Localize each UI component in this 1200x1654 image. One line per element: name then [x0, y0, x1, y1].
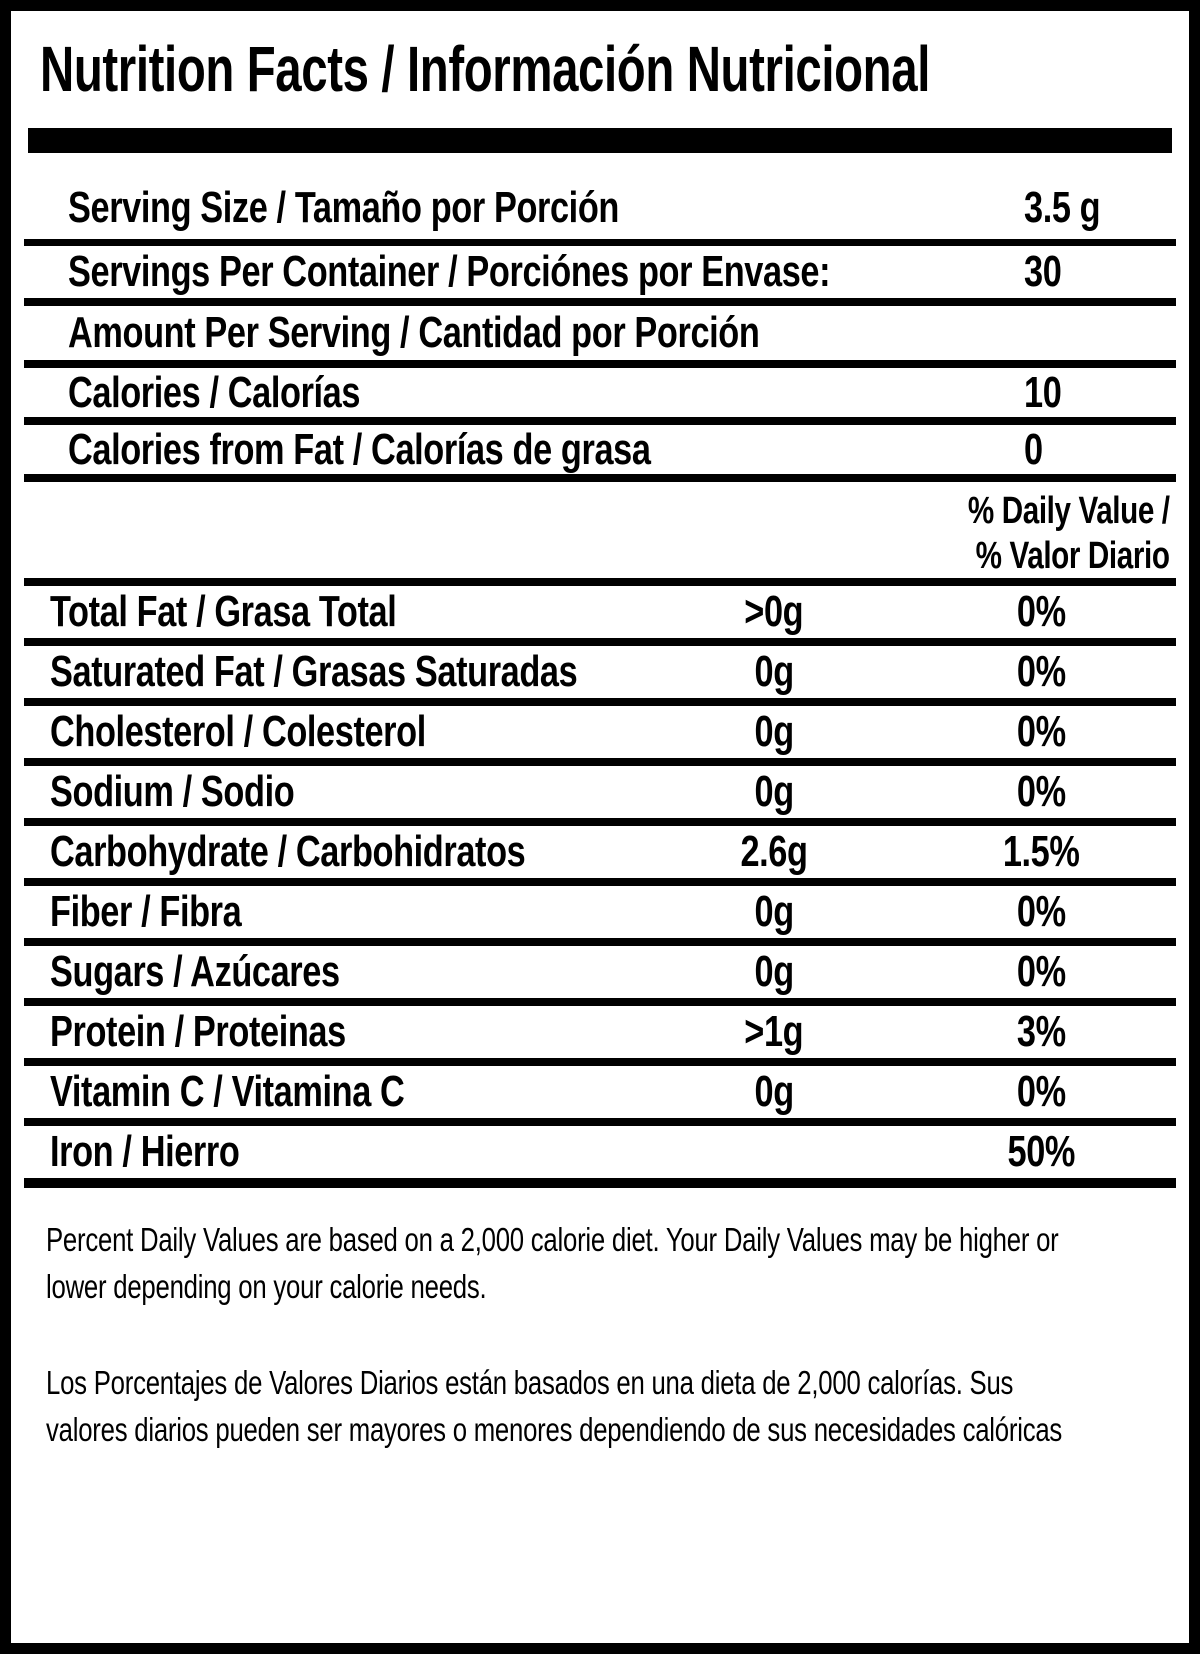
page-title [24, 33, 1176, 105]
calories-row [24, 368, 1176, 425]
nutrient-amount [674, 947, 874, 997]
row-label [24, 247, 1024, 297]
nutrient-label [24, 1067, 504, 1117]
nutrient-percent [944, 647, 1139, 697]
nutrient-amount-text: 2.6g [740, 827, 808, 876]
serving-size-row [24, 153, 1176, 246]
nutrient-percent [944, 827, 1139, 877]
nutrient-amount-text: 0g [754, 647, 794, 696]
nutrient-percent-text: 0% [1017, 887, 1066, 936]
nutrient-percent-text: 0% [1017, 647, 1066, 696]
nutrient-row-carbohydrate [24, 826, 1176, 886]
nutrient-amount [674, 767, 874, 817]
nutrient-percent-text: 1.5% [1003, 827, 1080, 876]
nutrient-percent [944, 707, 1139, 757]
footnotes-section [24, 1216, 1176, 1453]
nutrient-label-text: Protein / Proteinas [50, 1007, 346, 1056]
nutrient-label [24, 887, 295, 937]
nutrient-amount-text: 0g [754, 887, 794, 936]
nutrient-amount-text: 0g [754, 767, 794, 816]
row-value [1024, 247, 1176, 297]
calories-from-fat-row [24, 425, 1176, 482]
nutrient-percent-text: 0% [1017, 1067, 1066, 1116]
nutrient-amount-text: 0g [754, 1067, 794, 1116]
nutrient-percent-text: 3% [1017, 1007, 1066, 1056]
nutrient-label [24, 1127, 293, 1177]
nutrient-amount-text: >0g [744, 587, 804, 636]
nutrient-percent-text: 0% [1017, 707, 1066, 756]
nutrient-amount-text: >1g [744, 1007, 804, 1056]
footnote-spanish: Los Porcentajes de Valores Diarios están basados en una dieta de 2,000 calorías. Sus valores diarios pueden ser mayores o menores dependiendo de sus necesidades calóricas [46, 1364, 1063, 1448]
amount-per-serving-row [24, 306, 1176, 368]
nutrient-percent [944, 587, 1139, 637]
nutrient-amount [674, 827, 874, 877]
nutrient-label-text: Total Fat / Grasa Total [50, 587, 397, 636]
nutrient-percent [944, 887, 1139, 937]
nutrient-label-text: Carbohydrate / Carbohidratos [50, 827, 526, 876]
row-value [1024, 368, 1176, 418]
row-value [1024, 425, 1176, 475]
nutrient-label [24, 707, 532, 757]
title-divider-bar [28, 128, 1172, 153]
nutrient-label [24, 767, 363, 817]
row-label [24, 308, 1024, 358]
nutrient-row-total-fat [24, 586, 1176, 646]
row-value [1024, 183, 1176, 233]
nutrient-amount-text: 0g [754, 947, 794, 996]
nutrient-amount [674, 707, 874, 757]
nutrient-amount [674, 887, 874, 937]
page-title-text: Nutrition Facts / Información Nutricional [40, 33, 930, 105]
row-value-text: 3.5 g [1024, 183, 1101, 232]
nutrient-amount [674, 647, 874, 697]
nutrient-label-text: Sugars / Azúcares [50, 947, 340, 996]
row-label [24, 368, 1024, 418]
nutrient-amount [674, 1067, 874, 1117]
nutrient-percent [944, 1067, 1139, 1117]
row-value-text: 0 [1024, 424, 1043, 474]
nutrient-label-text: Saturated Fat / Grasas Saturadas [50, 647, 578, 696]
nutrient-label [24, 1007, 429, 1057]
nutrient-percent-text: 0% [1017, 947, 1066, 996]
nutrient-label-text: Cholesterol / Colesterol [50, 707, 426, 756]
nutrient-label-text: Fiber / Fibra [50, 887, 242, 936]
nutrient-label [24, 647, 726, 697]
nutrient-amount [674, 587, 874, 637]
nutrient-row-fiber [24, 886, 1176, 946]
nutrient-percent-text: 0% [1017, 767, 1066, 816]
row-value-text: 10 [1024, 367, 1062, 417]
nutrient-label-text: Sodium / Sodio [50, 767, 295, 816]
row-label-text: Serving Size / Tamaño por Porción [68, 183, 619, 232]
nutrient-percent [944, 767, 1139, 817]
nutrient-amount [674, 1127, 874, 1177]
nutrient-amount [674, 1007, 874, 1057]
row-label-text: Calories / Calorías [68, 367, 361, 417]
nutrient-label-text: Vitamin C / Vitamina C [50, 1067, 405, 1116]
daily-value-header-line1: % Daily Value / [968, 490, 1170, 532]
nutrient-row-sugars [24, 946, 1176, 1006]
daily-value-header [24, 482, 1176, 586]
nutrient-row-iron [24, 1126, 1176, 1188]
nutrient-row-vitamin-c [24, 1066, 1176, 1126]
nutrient-percent-text: 0% [1017, 587, 1066, 636]
nutrient-amount-text: 0g [754, 707, 794, 756]
row-label [24, 425, 1024, 475]
label-content [24, 33, 1176, 1453]
nutrient-percent [944, 947, 1139, 997]
row-value-text: 30 [1024, 247, 1062, 296]
nutrient-percent [944, 1127, 1139, 1177]
row-label-text: Amount Per Serving / Cantidad por Porción [68, 308, 760, 357]
nutrient-label [24, 827, 659, 877]
nutrient-label-text: Iron / Hierro [50, 1127, 240, 1176]
daily-value-header-line2: % Valor Diario [976, 535, 1170, 577]
nutrient-percent [944, 1007, 1139, 1057]
nutrient-row-cholesterol [24, 706, 1176, 766]
nutrient-percent-text: 50% [1007, 1127, 1076, 1176]
row-value [1024, 308, 1176, 358]
nutrient-row-saturated-fat [24, 646, 1176, 706]
row-label-text: Servings Per Container / Porciónes por Envase: [68, 247, 831, 296]
nutrient-label [24, 587, 494, 637]
row-label [24, 183, 1024, 233]
nutrient-row-sodium [24, 766, 1176, 826]
servings-per-container-row [24, 246, 1176, 306]
footnote-english: Percent Daily Values are based on a 2,000 calorie diet. Your Daily Values may be higher or lower depending on your calorie needs. [46, 1221, 1059, 1305]
nutrient-label [24, 947, 421, 997]
row-label-text: Calories from Fat / Calorías de grasa [68, 424, 651, 474]
nutrient-row-protein [24, 1006, 1176, 1066]
